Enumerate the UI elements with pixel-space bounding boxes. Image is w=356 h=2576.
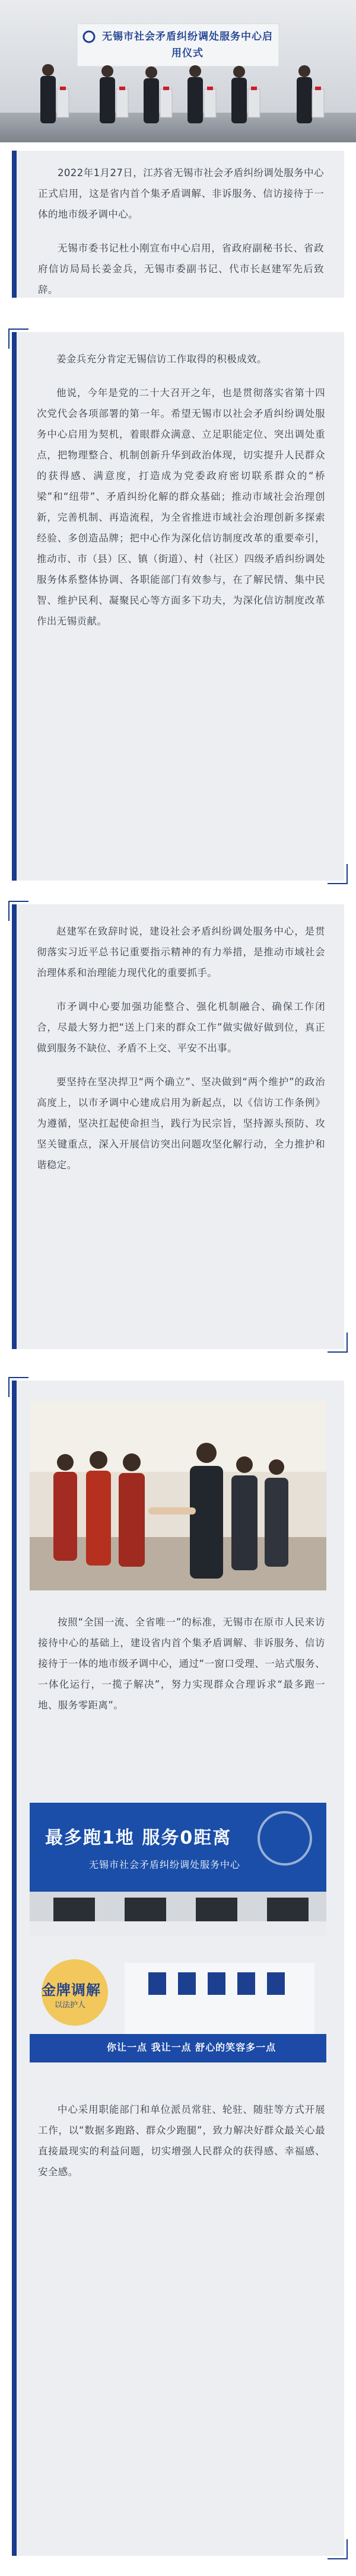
hero-banner-text: 无锡市社会矛盾纠纷调处服务中心启用仪式 xyxy=(102,31,273,59)
hero-photo xyxy=(0,0,356,142)
speech-zhao-card xyxy=(12,904,344,1349)
gold-mediation-badge: 金牌调解 xyxy=(42,1982,101,1998)
mediation-wall-photo xyxy=(30,1951,326,2062)
overview-paragraph-2: 中心采用职能部门和单位派员常驻、轮驻、随驻等方式开展工作，以“数据多跑路、群众少跑腿”，致力解决好群众最关心最直接最现实的利益问题，切实增强人民群众的获得感、幸福感、安全感。 xyxy=(38,2104,325,2178)
accent-bar xyxy=(12,1381,17,2556)
speech-jiang-card xyxy=(12,332,344,881)
speech-zhao-paragraph-1: 赵建军在致辞时说，建设社会矛盾纠纷调处服务中心，是贯彻落实习近平总书记重要指示精神的有力举措，是推动市域社会治理体系和治理能力现代化的重要抓手。 xyxy=(37,926,325,978)
accent-bar xyxy=(12,332,17,881)
overview-text-2 xyxy=(38,2099,325,2182)
speech-zhao-paragraph-2: 市矛调中心要加强功能整合、强化机制融合、确保工作闭合，尽最大努力把“送上门来的群众工作”做实做好做到位，真正做到服务不缺位、矛盾不上交、平安不出事。 xyxy=(37,1001,325,1054)
intro-paragraph-2: 无锡市委书记杜小刚宣布中心启用，省政府副秘书长、省政府信访局局长姜金兵，无锡市委副书记、代市长赵建军先后致辞。 xyxy=(38,243,324,295)
corner-bracket xyxy=(328,1332,348,1353)
intro-paragraph-1: 2022年1月27日，江苏省无锡市社会矛盾纠纷调处服务中心正式启用，这是省内首个集矛盾调解、非诉服务、信访接待于一体的地市级矛调中心。 xyxy=(38,167,324,220)
accent-bar xyxy=(12,904,17,1349)
corner-bracket xyxy=(328,864,348,884)
intro-card xyxy=(12,151,344,298)
gold-mediation-badge-sub: 以法护人 xyxy=(55,2001,86,2010)
overview-paragraph-1: 按照“全国一流、全省唯一”的标准，无锡市在原市人民来访接待中心的基础上，建设省内首个集矛盾调解、非诉服务、信访接待于一体的地市级矛调中心，通过“一窗口受理、一站式服务、一体化运行，一揽子解决”，努力实现群众合理诉求“最多跑一地、服务零距离”。 xyxy=(38,1617,325,1711)
hero-scene xyxy=(0,0,356,142)
service-hall-slogan: 最多跑1地 服务0距离 xyxy=(45,1828,232,1848)
speech-jiang-paragraph-2: 他说，今年是党的二十大召开之年，也是贯彻落实省第十四次党代会各项部署的第一年。希望无锡市以社会矛盾纠纷调处服务中心启用为契机，着眼群众满意、立足职能定位、突出调处重点，把物理整合、机制创新升华到政治体现，切实提升人民群众的获得感、满意度，打造成为党委政府密切联系群众的“桥梁”和“纽带”、矛盾纠纷化解的群众基础；推动市域社会治理创新，完善机制、再造流程，为全省推进市域社会治理创新多探索经验、多创造品牌；把中心作为深化信访制度改革的重要牵引，推动市、市（县）区、镇（街道）、村（社区）四级矛盾纠纷调处服务体系整体协调、各职能部门有效参与，在了解民情、集中民智、维护民利、凝聚民心等方面多下功夫，为深化信访制度改革作出无锡贡献。 xyxy=(37,387,325,627)
service-hall-org-name: 无锡市社会矛盾纠纷调处服务中心 xyxy=(89,1859,241,1870)
corner-bracket xyxy=(328,2539,348,2559)
speech-zhao-paragraph-3: 要坚持在坚决捍卫“两个确立”、坚决做到“两个维护”的政治高度上，以市矛调中心建成启用为新起点，以《信访工作条例》为遵循，坚决扛起使命担当，践行为民宗旨，坚持源头预防、攻坚关键重点，深入开展信访突出问题攻坚化解行动，全力推护和谐稳定。 xyxy=(37,1076,325,1171)
handshake-photo xyxy=(30,1401,326,1590)
service-hall-photo xyxy=(30,1803,326,1936)
accent-bar xyxy=(12,151,17,298)
handshake-scene xyxy=(30,1401,326,1590)
speech-jiang-paragraph-1: 姜金兵充分肯定无锡信访工作取得的积极成效。 xyxy=(56,353,267,365)
overview-text-1 xyxy=(38,1612,325,1716)
mediation-slogan: 你让一点 我让一点 舒心的笑容多一点 xyxy=(107,2042,276,2053)
